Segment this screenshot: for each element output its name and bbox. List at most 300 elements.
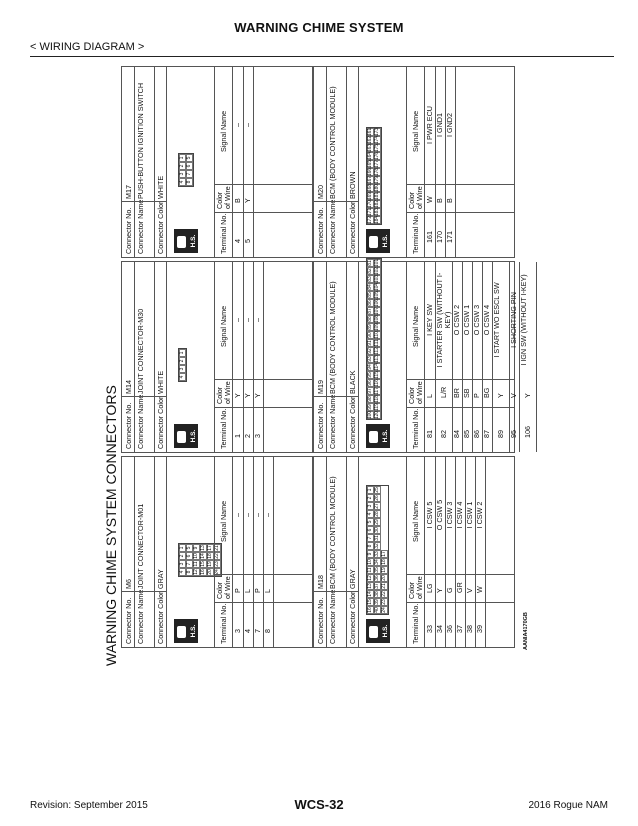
table-row-wire-color: Y bbox=[253, 393, 262, 398]
table-row-terminal: 3 bbox=[233, 629, 242, 633]
connector-pin: 11 bbox=[367, 567, 373, 573]
table-top-rule bbox=[406, 457, 407, 647]
connector-pin: 92 bbox=[367, 348, 373, 354]
connector-pin: 3 bbox=[367, 502, 374, 510]
connector-pin: 35 bbox=[374, 567, 380, 573]
table-row-terminal: 82 bbox=[439, 430, 448, 438]
connector-pin: 28 bbox=[374, 511, 380, 517]
connector-no-label: Connector No. bbox=[124, 597, 133, 644]
connector-face-icon bbox=[177, 626, 186, 638]
connector-pin: 27 bbox=[374, 503, 380, 509]
signal-name-header: Signal Name bbox=[411, 110, 420, 152]
table-row-terminal: 8 bbox=[263, 629, 272, 633]
connector-pin: 3 bbox=[179, 365, 186, 373]
table-row-rule bbox=[273, 457, 274, 647]
table-row-terminal: 34 bbox=[435, 625, 444, 633]
connector-pin: 110 bbox=[374, 331, 380, 339]
connector-pin: 16 bbox=[200, 569, 206, 575]
table-row-terminal: 4 bbox=[233, 239, 242, 243]
table-top-rule bbox=[214, 457, 215, 647]
table-row-signal: I GND1 bbox=[435, 113, 444, 137]
connector-pin: 6 bbox=[186, 162, 193, 170]
connector-pin: 20 bbox=[207, 569, 213, 575]
connector-pin: 90 bbox=[367, 332, 373, 338]
table-header-rule bbox=[424, 67, 425, 257]
connector-pin: 181 bbox=[374, 191, 380, 201]
hs-badge bbox=[366, 619, 390, 643]
table-row-signal: O CSW 2 bbox=[452, 304, 461, 336]
connector-pin: 11 bbox=[193, 561, 199, 567]
connector-pin: 89 bbox=[367, 324, 373, 330]
table-row-terminal: 3 bbox=[253, 434, 262, 438]
table-row-wire-color: L bbox=[425, 394, 434, 398]
connector-pin: 179 bbox=[374, 175, 380, 185]
connector-pin: 1 bbox=[179, 544, 186, 552]
table-row-wire-color: W bbox=[425, 196, 434, 203]
connector-pin: 22 bbox=[214, 553, 220, 559]
connector-name-label: Connector Name bbox=[136, 199, 145, 254]
row-divider bbox=[358, 457, 359, 647]
table-row-signal: – bbox=[253, 513, 262, 517]
connector-name-label: Connector Name bbox=[328, 394, 337, 449]
connector-pin: 7 bbox=[186, 560, 193, 568]
connector-panel-m18 bbox=[313, 456, 515, 648]
connector-face-icon bbox=[177, 236, 186, 248]
connector-pin: 33 bbox=[374, 551, 380, 557]
connector-pin: 184 bbox=[374, 215, 380, 225]
connector-pin: 5 bbox=[186, 544, 193, 552]
table-row-terminal: 36 bbox=[445, 625, 454, 633]
connector-pin: 111 bbox=[374, 339, 380, 347]
table-row-terminal: 84 bbox=[452, 430, 461, 438]
connector-pin: 171 bbox=[367, 207, 373, 217]
signal-name-header: Signal Name bbox=[219, 500, 228, 542]
connector-pin: 5 bbox=[367, 518, 374, 526]
connector-pin: 17 bbox=[207, 545, 213, 551]
connector-pin: 17 bbox=[381, 551, 387, 557]
hs-badge bbox=[366, 229, 390, 253]
row-divider bbox=[134, 262, 135, 452]
connector-pin: 2 bbox=[179, 552, 186, 560]
table-row-signal: I CSW 3 bbox=[445, 501, 454, 529]
table-top-rule bbox=[406, 67, 407, 257]
connector-pin: 117 bbox=[374, 387, 380, 395]
connector-pin: 166 bbox=[367, 167, 373, 177]
table-row-wire-color: L bbox=[263, 589, 272, 593]
wire-color-header: Color of Wire bbox=[407, 381, 424, 404]
connector-pin: 2 bbox=[179, 357, 186, 365]
table-row-wire-color: Y bbox=[243, 198, 252, 203]
connector-pin: 4 bbox=[179, 178, 186, 186]
connector-pin: 180 bbox=[374, 183, 380, 193]
connector-color-label: Connector Color bbox=[348, 591, 357, 644]
connector-pin: 24 bbox=[381, 607, 387, 613]
connector-no-value: M6 bbox=[124, 579, 133, 589]
table-row-signal: – bbox=[233, 318, 242, 322]
row-divider bbox=[326, 262, 327, 452]
connector-pin: 14 bbox=[367, 591, 373, 597]
table-row-signal: – bbox=[243, 318, 252, 322]
table-top-rule bbox=[406, 262, 407, 452]
connector-pin: 87 bbox=[367, 308, 373, 314]
table-row-signal: – bbox=[233, 123, 242, 127]
table-row-rule bbox=[263, 262, 264, 452]
connector-pin: 18 bbox=[381, 559, 387, 565]
row-divider bbox=[166, 67, 167, 257]
connector-color-label: Connector Color bbox=[348, 396, 357, 449]
connector-color-label: Connector Color bbox=[156, 201, 165, 254]
connector-no-label: Connector No. bbox=[316, 402, 325, 449]
connector-panel-m6 bbox=[121, 456, 313, 648]
table-row-signal: O CSW 3 bbox=[472, 304, 481, 336]
hs-label: H.S. bbox=[382, 234, 389, 248]
connector-panel-m20 bbox=[313, 66, 515, 258]
connector-panel-m19 bbox=[313, 258, 532, 453]
connector-pin: 167 bbox=[367, 175, 373, 185]
connector-pin: 6 bbox=[186, 552, 193, 560]
row-divider bbox=[134, 457, 135, 647]
connector-pin: 172 bbox=[367, 215, 373, 225]
connector-color-label: Connector Color bbox=[156, 396, 165, 449]
connector-pin: 30 bbox=[374, 527, 380, 533]
wire-color-header: Color of Wire bbox=[215, 576, 232, 599]
connector-face-m17 bbox=[178, 153, 194, 187]
table-row-rule bbox=[455, 67, 456, 257]
row-divider bbox=[326, 457, 327, 647]
column-divider bbox=[406, 184, 514, 185]
table-row-signal: I CSW 5 bbox=[425, 501, 434, 529]
hs-label: H.S. bbox=[190, 429, 197, 443]
column-divider bbox=[122, 591, 166, 592]
table-row-wire-color: V bbox=[465, 588, 474, 593]
row-divider bbox=[154, 67, 155, 257]
terminal-no-header: Terminal No. bbox=[411, 213, 420, 254]
connector-pin: 162 bbox=[367, 135, 373, 145]
table-row-terminal: 2 bbox=[243, 434, 252, 438]
terminal-no-header: Terminal No. bbox=[411, 408, 420, 449]
table-row-wire-color: SB bbox=[462, 388, 471, 398]
connector-pin: 16 bbox=[367, 607, 373, 613]
table-row-wire-color: L/R bbox=[439, 386, 448, 398]
connector-pin: 19 bbox=[381, 567, 387, 573]
connector-name-label: Connector Name bbox=[328, 199, 337, 254]
connector-pin: 107 bbox=[374, 306, 380, 316]
connector-pin: 82 bbox=[367, 268, 373, 274]
diagram-title: WARNING CHIME SYSTEM CONNECTORS bbox=[103, 385, 119, 666]
connector-no-value: M20 bbox=[316, 185, 325, 199]
column-divider bbox=[406, 212, 514, 213]
column-divider bbox=[406, 602, 514, 603]
figure-code: AANIA4170GB bbox=[523, 612, 529, 650]
table-header-rule bbox=[424, 457, 425, 647]
table-row-wire-color: LG bbox=[425, 583, 434, 593]
row-divider bbox=[358, 262, 359, 452]
connector-pin: 19 bbox=[207, 561, 213, 567]
terminal-no-header: Terminal No. bbox=[411, 603, 420, 644]
connector-color-value: WHITE bbox=[156, 370, 165, 394]
connector-pin: 108 bbox=[374, 314, 380, 324]
connector-pin: 25 bbox=[374, 487, 380, 493]
table-row-rule bbox=[536, 262, 537, 452]
connector-pin: 13 bbox=[367, 583, 373, 589]
connector-color-label: Connector Color bbox=[156, 591, 165, 644]
footer-revision: Revision: September 2015 bbox=[30, 800, 148, 811]
row-divider bbox=[154, 457, 155, 647]
table-row-signal: I PWR ECU bbox=[425, 106, 434, 144]
connector-pin: 164 bbox=[367, 151, 373, 161]
table-row-wire-color: BG bbox=[482, 387, 491, 398]
connector-pin: 20 bbox=[381, 575, 387, 581]
connector-pin: 15 bbox=[200, 561, 206, 567]
signal-name-header: Signal Name bbox=[411, 500, 420, 542]
terminal-no-header: Terminal No. bbox=[219, 213, 228, 254]
connector-pin: 113 bbox=[374, 355, 380, 363]
connector-pin: 10 bbox=[367, 559, 373, 565]
connector-face-m18 bbox=[366, 485, 389, 615]
table-row-terminal: 37 bbox=[455, 625, 464, 633]
connector-pin: 81 bbox=[367, 260, 373, 266]
page-title: WARNING CHIME SYSTEM bbox=[234, 20, 404, 35]
connector-pin: 99 bbox=[367, 404, 373, 410]
connector-pin: 84 bbox=[367, 284, 373, 290]
table-row-terminal: 106 bbox=[523, 426, 532, 438]
table-row-terminal: 87 bbox=[482, 430, 491, 438]
connector-color-value: GRAY bbox=[156, 569, 165, 589]
footer-page-number: WCS-32 bbox=[294, 797, 344, 812]
connector-pin: 1 bbox=[179, 154, 186, 162]
table-header-rule bbox=[232, 67, 233, 257]
connector-pin: 6 bbox=[367, 526, 374, 534]
table-row-terminal: 171 bbox=[445, 231, 454, 243]
connector-pin: 22 bbox=[381, 591, 387, 597]
table-row-signal: – bbox=[243, 123, 252, 127]
row-divider bbox=[134, 67, 135, 257]
connector-face-m19 bbox=[366, 258, 382, 420]
connector-name-label: Connector Name bbox=[136, 589, 145, 644]
connector-face-icon bbox=[369, 236, 378, 248]
wire-color-header: Color of Wire bbox=[407, 186, 424, 209]
connector-pin: 88 bbox=[367, 316, 373, 322]
connector-pin: 7 bbox=[186, 170, 193, 178]
table-row-terminal: 81 bbox=[425, 430, 434, 438]
connector-pin: 12 bbox=[367, 575, 373, 581]
table-row-signal: – bbox=[233, 513, 242, 517]
connector-no-value: M19 bbox=[316, 380, 325, 394]
connector-color-value: BLACK bbox=[348, 370, 357, 394]
table-row-rule bbox=[253, 67, 254, 257]
connector-pin: 100 bbox=[367, 410, 373, 420]
connector-pin: 102 bbox=[374, 266, 380, 276]
table-row-signal: O CSW 1 bbox=[462, 304, 471, 336]
table-row-wire-color: P bbox=[472, 393, 481, 398]
table-top-rule bbox=[214, 67, 215, 257]
connector-pin: 26 bbox=[374, 495, 380, 501]
connector-name-value: BCM (BODY CONTROL MODULE) bbox=[328, 476, 337, 589]
connector-pin: 114 bbox=[374, 363, 380, 371]
column-divider bbox=[406, 407, 514, 408]
connector-pin: 163 bbox=[367, 143, 373, 153]
connector-pin: 103 bbox=[374, 274, 380, 284]
table-row-terminal: 170 bbox=[435, 231, 444, 243]
column-divider bbox=[314, 396, 358, 397]
connector-pin: 1 bbox=[179, 349, 186, 357]
table-row-signal: I IGN SW (WITHOUT I-KEY) bbox=[519, 274, 528, 366]
row-divider bbox=[346, 67, 347, 257]
row-divider bbox=[166, 457, 167, 647]
table-row-wire-color: GR bbox=[455, 582, 464, 593]
table-row-terminal: 38 bbox=[465, 625, 474, 633]
table-row-terminal: 7 bbox=[253, 629, 262, 633]
table-row-wire-color: B bbox=[435, 198, 444, 203]
table-row-signal: I SHORTING PIN bbox=[509, 292, 518, 348]
hs-badge bbox=[366, 424, 390, 448]
connector-pin: 21 bbox=[381, 583, 387, 589]
connector-pin: 105 bbox=[374, 290, 380, 300]
connector-no-label: Connector No. bbox=[316, 597, 325, 644]
connector-face-icon bbox=[369, 626, 378, 638]
connector-pin: 9 bbox=[193, 544, 200, 552]
wire-color-header: Color of Wire bbox=[215, 381, 232, 404]
terminal-no-header: Terminal No. bbox=[219, 408, 228, 449]
table-row-signal: O CSW 5 bbox=[435, 499, 444, 531]
connector-pin: 178 bbox=[374, 167, 380, 177]
table-row-wire-color: Y bbox=[243, 393, 252, 398]
connector-pin: 32 bbox=[374, 543, 380, 549]
table-row-wire-color: B bbox=[445, 198, 454, 203]
table-row-terminal: 86 bbox=[472, 430, 481, 438]
table-row-signal: I CSW 1 bbox=[465, 501, 474, 529]
connector-pin: 95 bbox=[367, 372, 373, 378]
table-row-signal: O CSW 4 bbox=[482, 304, 491, 336]
connector-pin: 37 bbox=[374, 583, 380, 589]
connector-pin: 183 bbox=[374, 207, 380, 217]
connector-pin: 29 bbox=[374, 519, 380, 525]
row-divider bbox=[346, 262, 347, 452]
connector-face-m14 bbox=[178, 348, 187, 382]
connector-no-value: M17 bbox=[124, 185, 133, 199]
connector-pin: 91 bbox=[367, 340, 373, 346]
connector-pin: 116 bbox=[374, 379, 380, 387]
table-row-signal: I STARTER SW (WITHOUT I-KEY) bbox=[435, 272, 452, 368]
connector-pin: 15 bbox=[367, 599, 373, 605]
connector-face-icon bbox=[177, 431, 186, 443]
row-divider bbox=[154, 262, 155, 452]
table-row-signal: I KEY SW bbox=[425, 304, 434, 336]
connector-name-value: BCM (BODY CONTROL MODULE) bbox=[328, 86, 337, 199]
connector-pin: 173 bbox=[374, 127, 380, 137]
section-subtitle: < WIRING DIAGRAM > bbox=[30, 41, 145, 53]
table-row-wire-color: Y bbox=[233, 393, 242, 398]
connector-face-icon bbox=[369, 431, 378, 443]
connector-pin: 3 bbox=[179, 170, 186, 178]
connector-pin: 176 bbox=[374, 151, 380, 161]
connector-no-label: Connector No. bbox=[124, 207, 133, 254]
connector-pin: 5 bbox=[186, 154, 193, 162]
connector-pin: 39 bbox=[374, 599, 380, 605]
connector-pin: 94 bbox=[367, 364, 373, 370]
connector-pin: 8 bbox=[186, 178, 193, 186]
connector-face-m6 bbox=[178, 543, 222, 577]
connector-no-label: Connector No. bbox=[124, 402, 133, 449]
connector-pin: 2 bbox=[367, 494, 374, 502]
table-row-wire-color: V bbox=[509, 393, 518, 398]
connector-panel-m17 bbox=[121, 66, 313, 258]
table-row-signal: – bbox=[263, 513, 272, 517]
table-row-terminal: 161 bbox=[425, 231, 434, 243]
table-row-terminal: 1 bbox=[233, 434, 242, 438]
column-divider bbox=[314, 201, 358, 202]
connector-pin: 177 bbox=[374, 159, 380, 169]
connector-color-label: Connector Color bbox=[348, 201, 357, 254]
connector-pin: 24 bbox=[214, 569, 220, 575]
connector-pin: 106 bbox=[374, 298, 380, 308]
connector-pin: 165 bbox=[367, 159, 373, 169]
footer-model: 2016 Rogue NAM bbox=[528, 800, 608, 811]
connector-color-value: GRAY bbox=[348, 569, 357, 589]
table-row-wire-color: P bbox=[233, 588, 242, 593]
column-divider bbox=[122, 201, 166, 202]
terminal-no-header: Terminal No. bbox=[219, 603, 228, 644]
connector-pin: 4 bbox=[179, 568, 186, 576]
table-row-signal: I CSW 4 bbox=[455, 501, 464, 529]
table-row-wire-color: B bbox=[233, 198, 242, 203]
connector-pin: 23 bbox=[214, 561, 220, 567]
connector-face-m20 bbox=[366, 127, 382, 225]
connector-pin: 85 bbox=[367, 292, 373, 298]
header-rule bbox=[30, 56, 614, 57]
column-divider bbox=[406, 574, 514, 575]
connector-name-label: Connector Name bbox=[136, 394, 145, 449]
connector-pin: 12 bbox=[193, 569, 199, 575]
table-row-wire-color: G bbox=[445, 587, 454, 593]
connector-pin: 31 bbox=[374, 535, 380, 541]
row-divider bbox=[166, 262, 167, 452]
table-row-wire-color: BR bbox=[452, 388, 461, 398]
connector-pin: 115 bbox=[374, 371, 380, 379]
table-header-rule bbox=[232, 262, 233, 452]
connector-pin: 170 bbox=[367, 199, 373, 209]
table-top-rule bbox=[214, 262, 215, 452]
table-row-wire-color: P bbox=[253, 588, 262, 593]
connector-pin: 101 bbox=[374, 258, 380, 268]
table-row-wire-color: Y bbox=[523, 393, 532, 398]
connector-pin: 96 bbox=[367, 380, 373, 386]
table-row-rule bbox=[485, 457, 486, 647]
table-row-terminal: 89 bbox=[496, 430, 505, 438]
row-divider bbox=[358, 67, 359, 257]
table-row-terminal: 85 bbox=[462, 430, 471, 438]
connector-pin: 97 bbox=[367, 388, 373, 394]
table-row-terminal: 5 bbox=[243, 239, 252, 243]
connector-pin: 112 bbox=[374, 347, 380, 355]
connector-pin: 98 bbox=[367, 396, 373, 402]
connector-pin: 13 bbox=[200, 545, 206, 551]
connector-pin: 36 bbox=[374, 575, 380, 581]
hs-badge bbox=[174, 619, 198, 643]
connector-pin: 14 bbox=[200, 553, 206, 559]
connector-pin: 169 bbox=[367, 191, 373, 201]
connector-pin: 8 bbox=[186, 568, 193, 576]
connector-pin: 2 bbox=[179, 162, 186, 170]
hs-label: H.S. bbox=[190, 624, 197, 638]
connector-name-value: JOINT CONNECTOR-M01 bbox=[136, 503, 145, 589]
connector-name-value: BCM (BODY CONTROL MODULE) bbox=[328, 281, 337, 394]
connector-color-value: BROWN bbox=[348, 171, 357, 199]
table-header-rule bbox=[232, 457, 233, 647]
connectors-diagram bbox=[103, 62, 549, 666]
connector-pin: 119 bbox=[374, 403, 380, 411]
row-divider bbox=[346, 457, 347, 647]
